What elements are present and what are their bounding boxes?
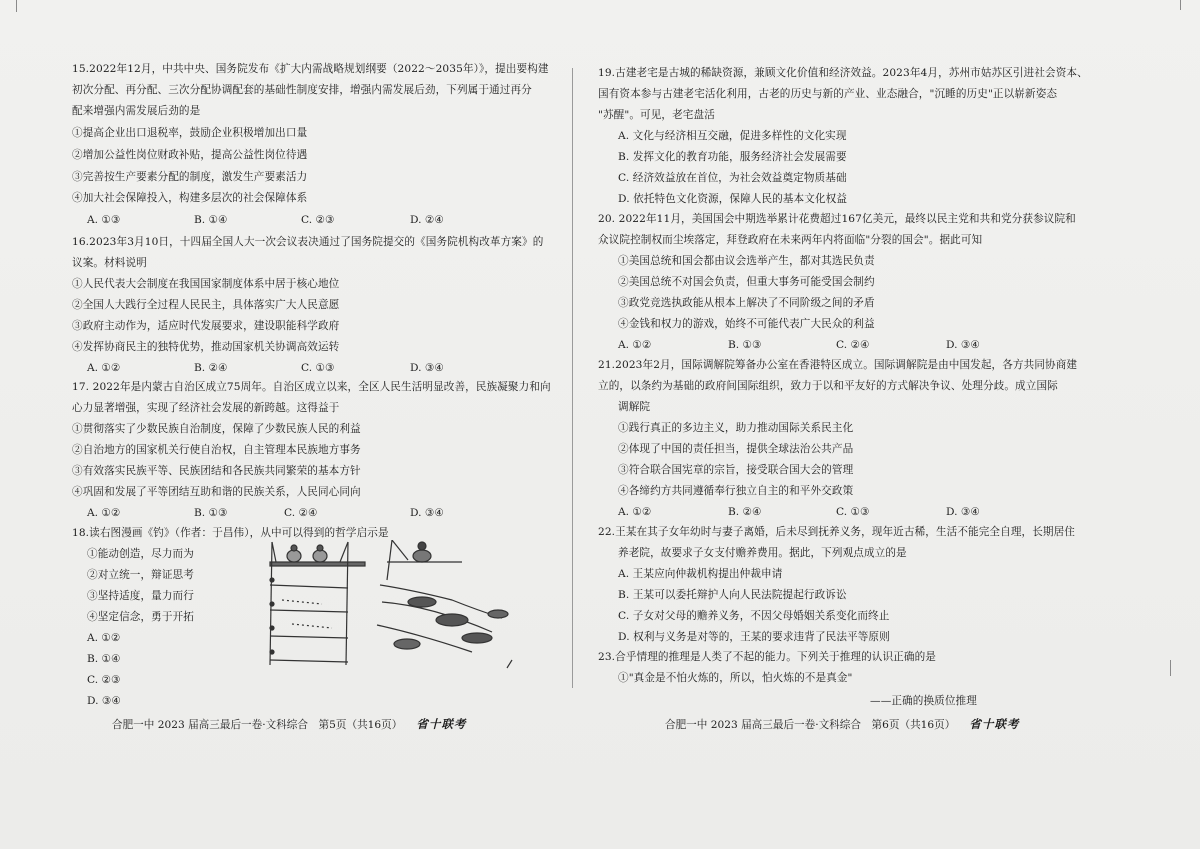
page-footer-right [665, 716, 1019, 732]
statement-item: ①践行真正的多边主义，助力推动国际关系民主化 [618, 422, 854, 434]
option-c[interactable]: C. ①③ [836, 506, 870, 518]
option-b[interactable]: B. ①④ [194, 214, 228, 226]
option-a[interactable]: A. 文化与经济相互交融，促进多样性的文化实现 [618, 130, 847, 142]
statement-item: ②美国总统不对国会负责，但重大事务可能受国会制约 [618, 276, 875, 288]
statement-item: ①能动创造，尽力而为 [87, 548, 194, 560]
question-text: 23.合乎情理的推理是人类了不起的能力。下列关于推理的认识正确的是 [598, 651, 936, 663]
option-a[interactable]: A. ①② [618, 506, 652, 518]
option-b[interactable]: B. ①③ [194, 507, 228, 519]
question-text: 养老院，故要求子女支付赡养费用。据此，下列观点成立的是 [618, 547, 907, 559]
option-d[interactable]: D. ②④ [410, 214, 444, 226]
footer-text: 合肥一中 2023 届高三最后一卷·文科综合 第5页（共16页） [112, 719, 403, 731]
question-text: "苏醒"。可见，老宅盘活 [598, 109, 715, 121]
statement-item: ①美国总统和国会都由议会选举产生，都对其选民负责 [618, 255, 875, 267]
statement-item: ②对立统一，辩证思考 [87, 569, 194, 581]
question-text: 22.王某在其子女年幼时与妻子离婚，后未尽到抚养义务，现年近古稀，生活不能完全自理，长期居住 [598, 526, 1075, 538]
statement-item: ③完善按生产要素分配的制度，激发生产要素活力 [72, 171, 308, 183]
scan-mark [1170, 660, 1171, 676]
column-divider [572, 68, 573, 688]
option-d[interactable]: D. ③④ [410, 362, 444, 374]
statement-item: ①人民代表大会制度在我国国家制度体系中居于核心地位 [72, 278, 340, 290]
question-text: 21.2023年2月，国际调解院筹备办公室在香港特区成立。国际调解院是由中国发起，各方共同协商建 [598, 359, 1078, 371]
option-c[interactable]: C. ②④ [284, 507, 318, 519]
option-b[interactable]: B. ①③ [728, 339, 762, 351]
statement-item: ③符合联合国宪章的宗旨，接受联合国大会的管理 [618, 464, 854, 476]
statement-item: ④加大社会保障投入，构建多层次的社会保障体系 [72, 192, 308, 204]
option-b[interactable]: B. ②④ [194, 362, 228, 374]
option-c[interactable]: C. ②③ [87, 674, 121, 686]
statement-item: ②自治地方的国家机关行使自治权，自主管理本民族地方事务 [72, 444, 361, 456]
option-a[interactable]: A. ①③ [87, 214, 121, 226]
option-a[interactable]: A. ①② [87, 362, 121, 374]
statement-item: ①贯彻落实了少数民族自治制度，保障了少数民族人民的利益 [72, 423, 361, 435]
question-text: 众议院控制权而尘埃落定，拜登政府在未来两年内将面临"分裂的国会"。据此可知 [598, 234, 983, 246]
statement-item: ④坚定信念，勇于开拓 [87, 611, 194, 623]
brand-mark: 省十联考 [969, 717, 1020, 731]
option-a[interactable]: A. ①② [618, 339, 652, 351]
statement-item: ④金钱和权力的游戏，始终不可能代表广大民众的利益 [618, 318, 875, 330]
option-d[interactable]: D. ③④ [410, 507, 444, 519]
statement-item: ③政府主动作为，适应时代发展要求，建设职能科学政府 [72, 320, 340, 332]
statement-note: ——正确的换质位推理 [870, 695, 977, 707]
scan-mark [1180, 0, 1181, 10]
option-a[interactable]: A. ①② [87, 632, 121, 644]
statement-item: ③有效落实民族平等、民族团结和各民族共同繁荣的基本方针 [72, 465, 361, 477]
option-d[interactable]: D. 依托特色文化资源，保障人民的基本文化权益 [618, 193, 848, 205]
option-b[interactable]: B. 王某可以委托辩护人向人民法院提起行政诉讼 [618, 589, 847, 601]
question-text: 初次分配、再分配、三次分配协调配套的基础性制度安排，增强内需发展后劲，下列属于通过再分 [72, 84, 532, 96]
option-a[interactable]: A. ①② [87, 507, 121, 519]
statement-item: ①提高企业出口退税率，鼓励企业积极增加出口量 [72, 127, 308, 139]
statement-item: ①"真金是不怕火炼的，所以，怕火炼的不是真金" [618, 672, 853, 684]
statement-item: ④各缔约方共同遵循奉行独立自主的和平外交政策 [618, 485, 854, 497]
option-d[interactable]: D. ③④ [946, 339, 980, 351]
question-text: 20. 2022年11月，美国国会中期选举累计花费超过167亿美元，最终以民主党和共和党分获参议院和 [598, 213, 1076, 225]
option-c[interactable]: C. ②③ [301, 214, 335, 226]
option-a[interactable]: A. 王某应向仲裁机构提出仲裁申请 [618, 568, 783, 580]
question-text: 立的，以条约为基础的政府间国际组织，致力于以和平友好的方式解决争议、处理分歧。成立国际 [598, 380, 1058, 392]
question-text: 调解院 [618, 401, 651, 413]
question-text: 配来增强内需发展后劲的是 [72, 105, 201, 117]
question-text: 心力显著增强，实现了经济社会发展的新跨越。这得益于 [72, 402, 340, 414]
option-b[interactable]: B. 发挥文化的教育功能，服务经济社会发展需要 [618, 151, 847, 163]
statement-item: ③坚持适度，量力而行 [87, 590, 194, 602]
statement-item: ③政党竞选执政能从根本上解决了不同阶级之间的矛盾 [618, 297, 875, 309]
statement-item: ②增加公益性岗位财政补贴，提高公益性岗位待遇 [72, 149, 308, 161]
question-text: 15.2022年12月，中共中央、国务院发布《扩大内需战略规划纲要（2022～2035年）》，提出要构建 [72, 63, 549, 75]
option-c[interactable]: C. 经济效益放在首位，为社会效益奠定物质基础 [618, 172, 847, 184]
question-text: 18.读右图漫画《钓》（作者：于昌伟），从中可以得到的哲学启示是 [72, 527, 389, 539]
option-b[interactable]: B. ①④ [87, 653, 121, 665]
question-text: 17. 2022年是内蒙古自治区成立75周年。自治区成立以来，全区人民生活明显改善，民族凝聚力和向 [72, 381, 551, 393]
statement-item: ②体现了中国的责任担当，提供全球法治公共产品 [618, 443, 854, 455]
option-b[interactable]: B. ②④ [728, 506, 762, 518]
question-text: 国有资本参与古建老宅活化利用，古老的历史与新的产业、业态融合，"沉睡的历史"正以崭新姿态 [598, 88, 1058, 100]
statement-item: ④巩固和发展了平等团结互助和谐的民族关系，人民同心同向 [72, 486, 361, 498]
question-text: 16.2023年3月10日，十四届全国人大一次会议表决通过了国务院提交的《国务院机构改革方案》的 [72, 236, 544, 248]
option-c[interactable]: C. ②④ [836, 339, 870, 351]
question-text: 19.古建老宅是古城的稀缺资源，兼顾文化价值和经济效益。2023年4月，苏州市姑苏区引进社会资本、 [598, 67, 1088, 79]
option-d[interactable]: D. ③④ [946, 506, 980, 518]
option-c[interactable]: C. 子女对父母的赡养义务，不因父母婚姻关系变化而终止 [618, 610, 890, 622]
comic-illustration [262, 540, 522, 675]
scan-mark [16, 0, 17, 12]
page-footer-left [112, 716, 466, 732]
statement-item: ②全国人大践行全过程人民民主，具体落实广大人民意愿 [72, 299, 340, 311]
footer-text: 合肥一中 2023 届高三最后一卷·文科综合 第6页（共16页） [665, 719, 956, 731]
option-c[interactable]: C. ①③ [301, 362, 335, 374]
brand-mark: 省十联考 [416, 717, 467, 731]
option-d[interactable]: D. 权利与义务是对等的，王某的要求违背了民法平等原则 [618, 631, 890, 643]
option-d[interactable]: D. ③④ [87, 695, 121, 707]
statement-item: ④发挥协商民主的独特优势，推动国家机关协调高效运转 [72, 341, 340, 353]
question-text: 议案。材料说明 [72, 257, 147, 269]
